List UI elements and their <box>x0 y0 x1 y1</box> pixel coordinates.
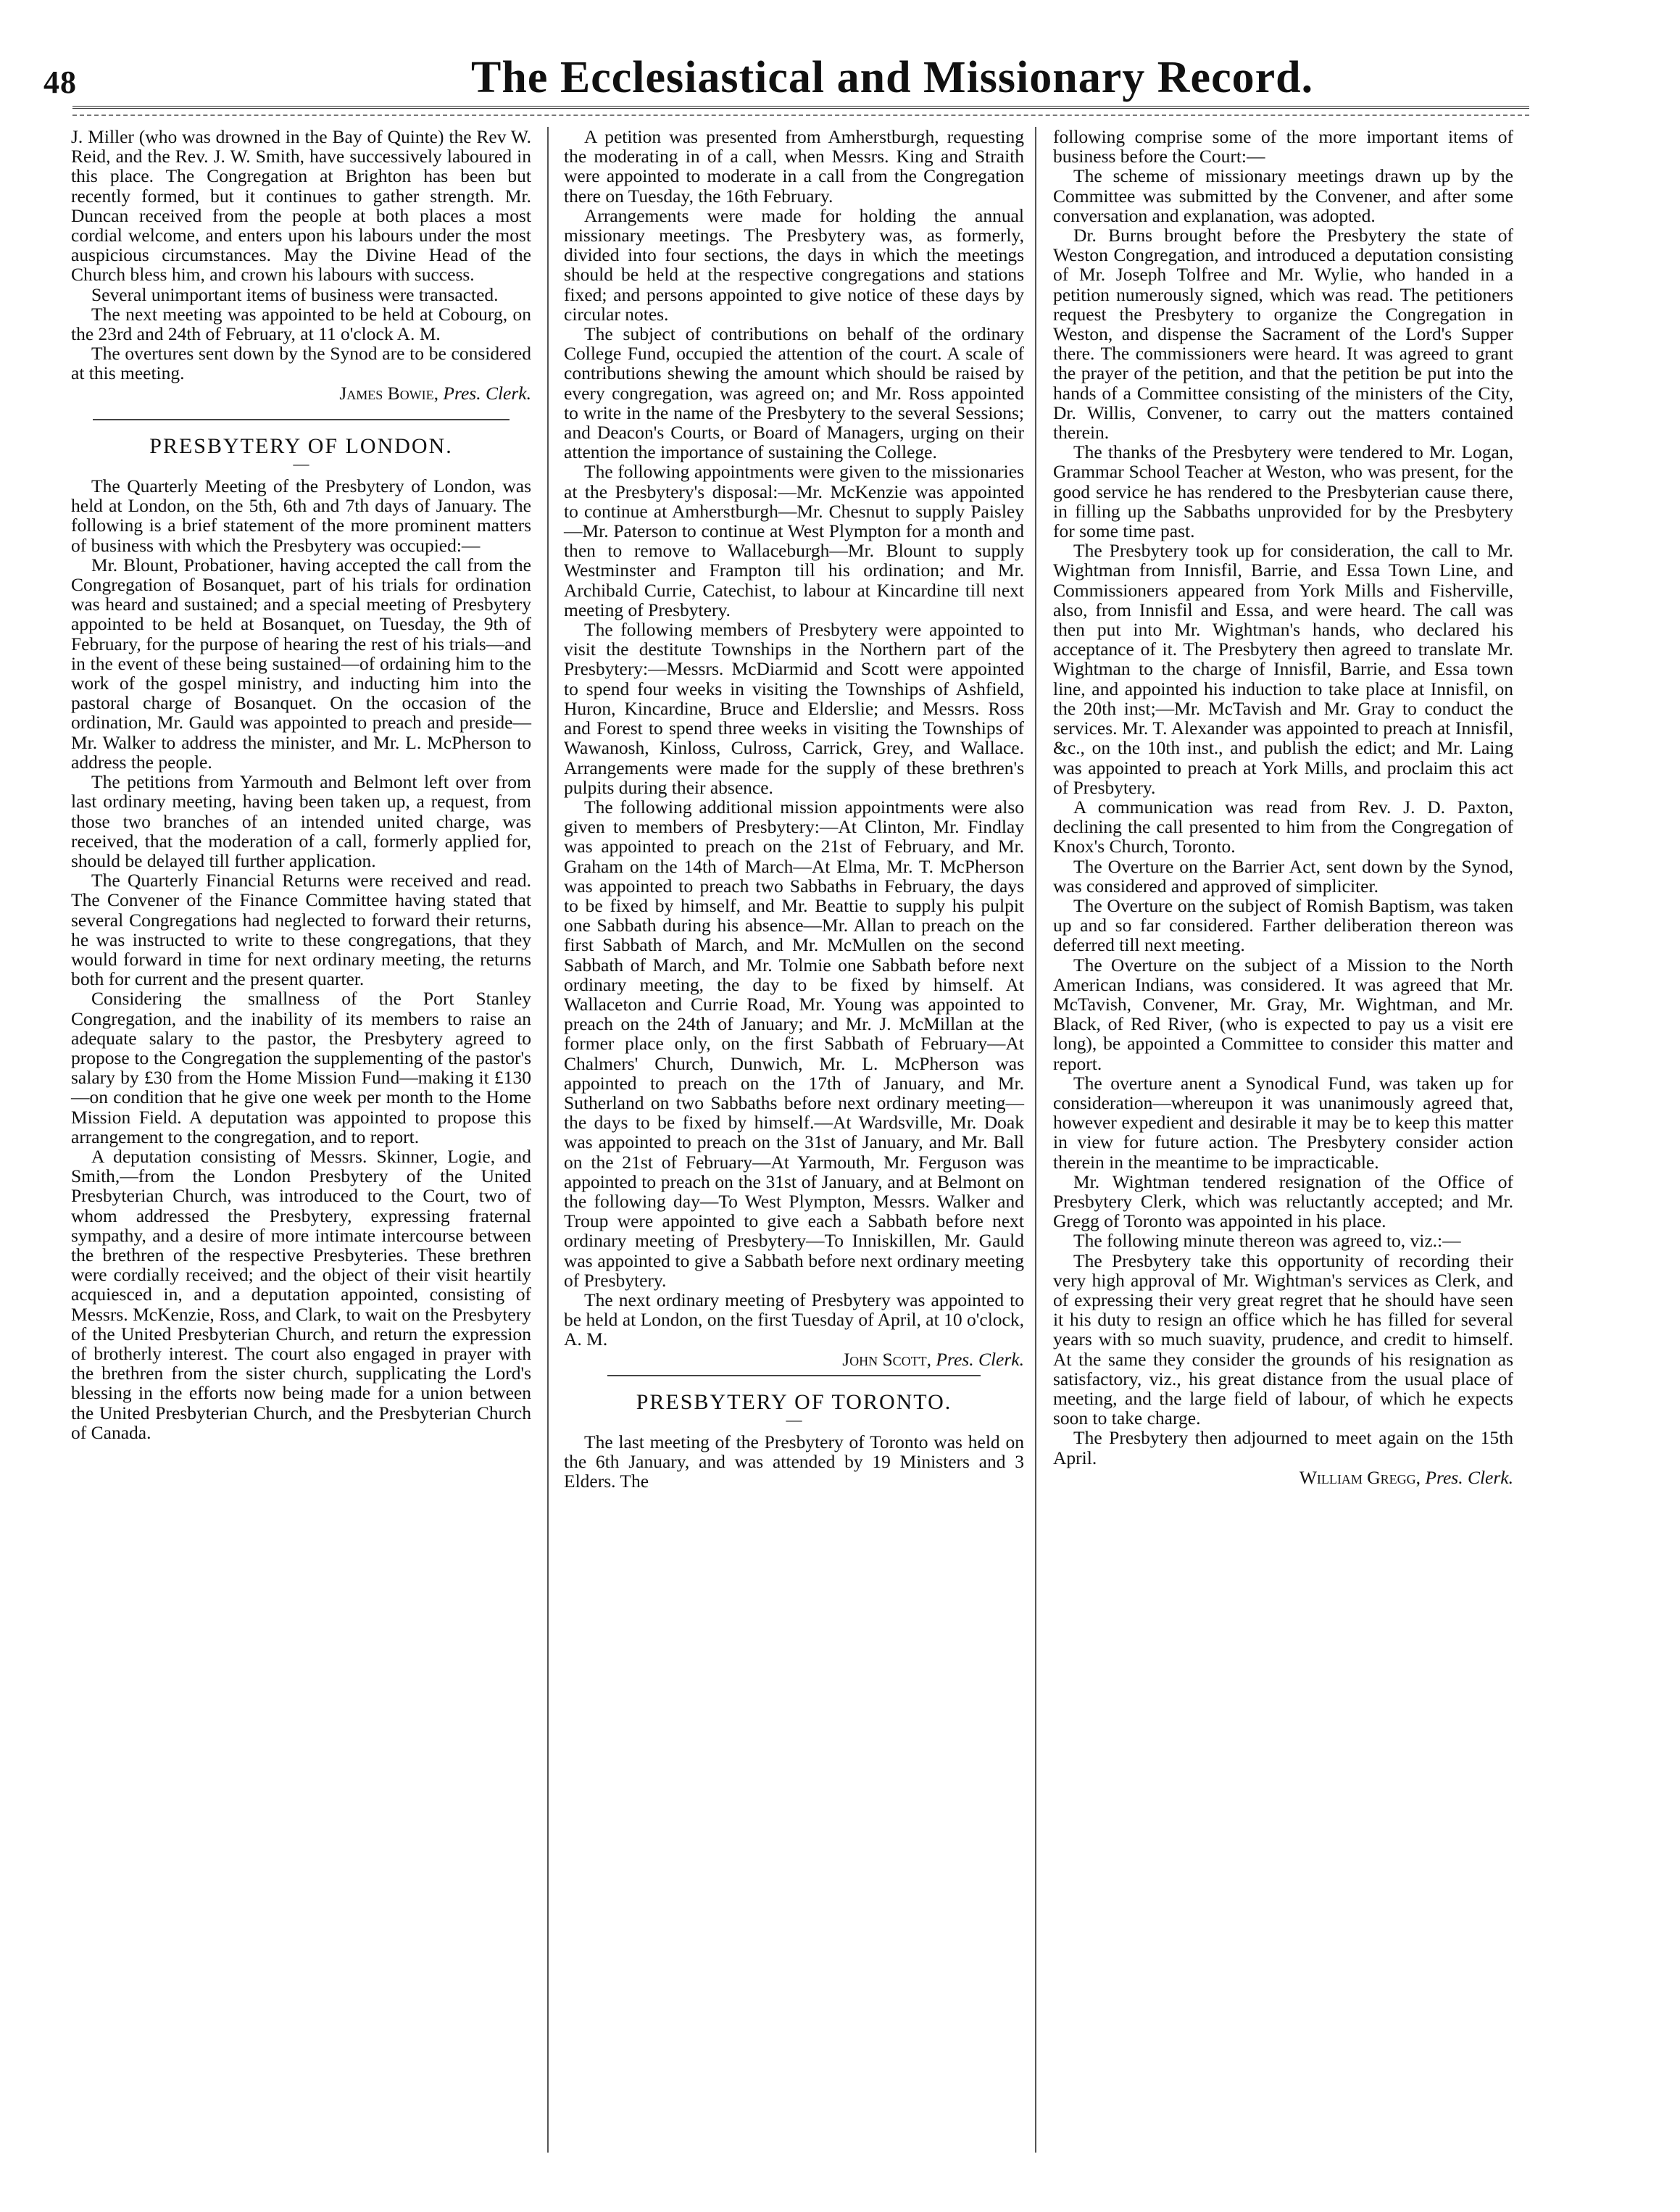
signature-name: John Scott, <box>842 1348 932 1370</box>
paragraph: The Quarterly Meeting of the Presbytery of London, was held at London, on the 5th, 6th and 7th days of January. The following is a brief statement of the more prominent matters of business with which the Presbytery was occupied:— <box>71 475 531 556</box>
section-separator <box>93 419 510 420</box>
paragraph: Mr. Blount, Probationer, having accepted the call from the Congregation of Bosanquet, part of his trials for ordination was heard and sustained; and a special meeting of Presbytery appointed to be held at Bosanquet, on Tuesday, the 9th of February, for the purpose of hearing the rest of his trials—and in the event of these being sustained—of ordaining him to the work of the gospel ministry, and inducting him into the pastoral charge of Bosanquet. On the occasion of the ordination, Mr. Gauld was appointed to preach and preside—Mr. Walker to address the minister, and Mr. L. McPherson to address the people. <box>71 554 531 773</box>
paragraph: The petitions from Yarmouth and Belmont left over from last ordinary meeting, having been taken up, a request, from those two branches of an intended united charge, was received, that the moderation of a call, formerly applied for, should be delayed till further application. <box>71 771 531 871</box>
signature <box>564 1350 1024 1369</box>
header-dotted-rule <box>72 115 1529 117</box>
column-divider-1 <box>547 127 549 2153</box>
paragraph: The following additional mission appointments were also given to members of Presbytery:—At Clinton, Mr. Findlay was appointed to preach on the 21st of February, and Mr. Graham on the 14th of March—At Elma, Mr. T. McPherson was appointed to preach two Sabbaths in February, the days to be fixed by himself, and Mr. Beattie to supply his pulpit one Sabbath during his absence—Mr. Allan to preach on the first Sabbath of March, and Mr. McMullen on the second Sabbath of March, and Mr. Tolmie one Sabbath before next ordinary meeting, the day to be fixed by himself. At Wallaceton and Currie Road, Mr. Young was appointed to preach on the 24th of January; and Mr. J. McMillan at the former place only, on the first Sabbath of February—At Chalmers' Church, Dunwich, Mr. L. McPherson was appointed to preach on the 17th of January, and Mr. Sutherland on two Sabbaths before next ordinary meeting—the days to be fixed by himself.—At Wardsville, Mr. Doak was appointed to preach on the 31st of January, and Mr. Ball on the 21st of February—At Yarmouth, Mr. Ferguson was appointed to preach on the 31st of January, and at Belmont on the following day—To West Plympton, Messrs. Walker and Troup were appointed to give each a Sabbath before next ordinary meeting of Presbytery—To Inniskillen, Mr. Gauld was appointed to give a Sabbath before next ordinary meeting of Presbytery. <box>564 796 1024 1291</box>
paragraph: The Presbytery then adjourned to meet again on the 15th April. <box>1053 1427 1513 1468</box>
paragraph: The last meeting of the Presbytery of Toronto was held on the 6th January, and was attended by 19 Ministers and 3 Elders. The <box>564 1431 1024 1492</box>
paragraph: The Presbytery took up for consideration, the call to Mr. Wightman from Innisfil, Barrie, and Essa Town Line, and Commissioners appeared from York Mills and Fisherville, also, from Innisfil and Essa, and were heard. The call was then put into Mr. Wightman's hands, who declared his acceptance of it. The Presbytery then agreed to translate Mr. Wightman to the charge of Innisfil, Barrie, and Essa town line, and appointed his induction to take place at Innisfil, on the 20th inst;—Mr. McTavish and Mr. Gray to conduct the services. Mr. T. Alexander was appointed to preach at Innisfil, &c., on the 10th inst., and publish the edict; and Mr. Laing was appointed to preach at York Mills, and proclaim this act of Presbytery. <box>1053 540 1513 798</box>
signature-title: Pres. Clerk. <box>936 1348 1024 1370</box>
page-header <box>43 53 1535 122</box>
column-divider-2 <box>1035 127 1036 2153</box>
paragraph: A communication was read from Rev. J. D. Paxton, declining the call presented to him from the Congregation of Knox's Church, Toronto. <box>1053 796 1513 857</box>
column-2 <box>564 127 1024 1492</box>
paragraph: Dr. Burns brought before the Presbytery the state of Weston Congregation, and introduced a deputation consisting of Mr. Joseph Tolfree and Mr. Wylie, who handed in a petition numerously signed, which was read. The petitioners request the Presbytery to organize the Congregation in Weston, and dispense the Sacrament of the Lord's Supper there. The commissioners were heard. It was agreed to grant the prayer of the petition, and that the petition be put into the hands of a Committee consisting of the ministers of the City, Dr. Willis, Convener, to carry out the matters contained therein. <box>1053 225 1513 444</box>
signature <box>1053 1468 1513 1487</box>
paragraph: The scheme of missionary meetings drawn up by the Committee was submitted by the Convener, and after some conversation and explanation, was adopted. <box>1053 165 1513 226</box>
page-number: 48 <box>43 65 77 100</box>
paragraph: The Overture on the subject of Romish Baptism, was taken up and so far considered. Farther deliberation thereon was deferred till next meeting. <box>1053 894 1513 956</box>
paragraph: Arrangements were made for holding the annual missionary meetings. The Presbytery was, as formerly, divided into four sections, the days in which the meetings should be held at the respective congregations and stations fixed; and persons appointed to give notice of these days by circular notes. <box>564 204 1024 325</box>
signature <box>71 383 531 403</box>
signature-name: William Gregg, <box>1299 1466 1421 1488</box>
signature-title: Pres. Clerk. <box>1425 1466 1513 1488</box>
running-title: The Ecclesiastical and Missionary Record. <box>471 53 1314 102</box>
paragraph: The subject of contributions on behalf of the ordinary College Fund, occupied the attention of the court. A scale of contributions shewing the amount which should be raised by every congregation, was agreed on; and Mr. Ross appointed to write in the name of the Presbytery to the several Sessions; and Deacon's Courts, or Board of Managers, urging on their attention the importance of sustaining the College. <box>564 323 1024 463</box>
header-double-rule <box>72 106 1529 112</box>
signature-title: Pres. Clerk. <box>443 382 531 404</box>
signature-name: James Bowie, <box>339 382 439 404</box>
column-3 <box>1053 127 1513 1487</box>
paragraph: The following appointments were given to the missionaries at the Presbytery's disposal:—Mr. McKenzie was appointed to continue at Amherstburgh—Mr. Chesnut to supply Paisley—Mr. Paterson to continue at West Plympton for a month and then to remove to Wallaceburgh—Mr. Blount to supply Westminster and Frampton till his ordination; and Mr. Archibald Currie, Catechist, to labour at Kincardine till next meeting of Presbytery. <box>564 461 1024 620</box>
paragraph: following comprise some of the more important items of business before the Court:— <box>1053 126 1513 167</box>
heading-dash: — <box>293 454 309 473</box>
section-separator <box>607 1375 981 1376</box>
section-heading: PRESBYTERY OF TORONTO. <box>636 1389 952 1414</box>
paragraph: A deputation consisting of Messrs. Skinner, Logie, and Smith,—from the London Presbytery of the United Presbyterian Church, was introduced to the Court, two of whom addressed the Presbytery, expressing fraternal sympathy, and a desire of more intimate intercourse between the brethren of the respective Presbyteries. These brethren were cordially received; and the object of their visit heartily acquiesced in, and a deputation appointed, consisting of Messrs. McKenzie, Ross, and Clark, to wait on the Presbytery of the United Presbyterian Church, and return the expression of brotherly interest. The court also engaged in prayer with the brethren from the sister church, supplicating the Lord's blessing in the efforts now being made for a union between the United Presbyterian Church, and the Presbyterian Church of Canada. <box>71 1145 531 1443</box>
paragraph: The overture anent a Synodical Fund, was taken up for consideration—whereupon it was unanimously agreed that, however expedient and desirable it may be to keep this matter in view for future action. The Presbytery consider action therein in the meantime to be impracticable. <box>1053 1072 1513 1173</box>
paragraph: A petition was presented from Amherstburgh, requesting the moderating in of a call, when Messrs. King and Straith were appointed to moderate in a call from the Congregation there on Tuesday, the 16th February. <box>564 126 1024 207</box>
paragraph: Considering the smallness of the Port Stanley Congregation, and the inability of its members to raise an adequate salary to the pastor, the Presbytery agreed to propose to the Congregation the supplementing of the pastor's salary by £30 from the Home Mission Fund—making it £130—on condition that he give one week per month to the Home Mission Field. A deputation was appointed to propose this arrangement to the congregation, and to report. <box>71 988 531 1147</box>
paragraph: J. Miller (who was drowned in the Bay of Quinte) the Rev W. Reid, and the Rev. J. W. Smith, have successively laboured in this place. The Congregation at Brighton has been but recently formed, but it continues to gather strength. Mr. Duncan received from the people at both places a most cordial welcome, and enters upon his labours under the most auspicious circumstances. May the Divine Head of the Church bless him, and crown his labours with success. <box>71 126 531 286</box>
paragraph: The following minute thereon was agreed to, viz.:— <box>1073 1230 1461 1252</box>
paragraph: The next ordinary meeting of Presbytery was appointed to be held at London, on the first Tuesday of April, at 10 o'clock, A. M. <box>564 1289 1024 1350</box>
paragraph: Mr. Wightman tendered resignation of the Office of Presbytery Clerk, which was reluctantly accepted; and Mr. Gregg of Toronto was appointed in his place. <box>1053 1171 1513 1232</box>
column-1 <box>71 127 531 1442</box>
paragraph: The Overture on the subject of a Mission to the North American Indians, was considered. It was agreed that Mr. McTavish, Convener, Mr. Gray, Mr. Wightman, and Mr. Black, of Red River, (who is expected to pay us a visit ere long), be appointed a Committee to consider this matter and report. <box>1053 954 1513 1074</box>
paragraph: The Presbytery take this opportunity of recording their very high approval of Mr. Wightman's services as Clerk, and of expressing their very great regret that he should have seen it his duty to resign an office which he has filled for several years with so much suavity, prudence, and credit to himself. At the same they consider the grounds of his resignation as satisfactory, viz., his great distance from the usual place of meeting, and the large field of labour, of which he expects soon to take charge. <box>1053 1250 1513 1429</box>
paragraph: The Overture on the Barrier Act, sent down by the Synod, was considered and approved of simpliciter. <box>1053 855 1513 897</box>
paragraph: The thanks of the Presbytery were tendered to Mr. Logan, Grammar School Teacher at Weston, who was present, for the good service he has rendered to the Presbyterian cause there, in filling up the Sabbaths unprovided for by the Presbytery for some time past. <box>1053 441 1513 542</box>
paragraph: The Quarterly Financial Returns were received and read. The Convener of the Finance Committee having stated that several Congregations had neglected to forward their returns, he was instructed to write to these congregations, that they would forward in time for next ordinary meeting, the returns both for current and the present quarter. <box>71 870 531 990</box>
paragraph: The following members of Presbytery were appointed to visit the destitute Townships in the Northern part of the Presbytery:—Messrs. McDiarmid and Scott were appointed to spend four weeks in visiting the Townships of Ashfield, Huron, Kincardine, Bruce and Elderslie; and Messrs. Ross and Forest to spend three weeks in visiting the Townships of Wawanosh, Kinloss, Culross, Carrick, Grey, and Wallace. Arrangements were made for the supply of these brethren's pulpits during their absence. <box>564 619 1024 798</box>
heading-dash: — <box>786 1410 802 1429</box>
paragraph: Several unimportant items of business were transacted. <box>91 283 499 305</box>
paragraph: The overtures sent down by the Synod are to be considered at this meeting. <box>71 343 531 384</box>
paragraph: The next meeting was appointed to be held at Cobourg, on the 23rd and 24th of February, at 11 o'clock A. M. <box>71 303 531 345</box>
section-heading: PRESBYTERY OF LONDON. <box>149 433 453 458</box>
